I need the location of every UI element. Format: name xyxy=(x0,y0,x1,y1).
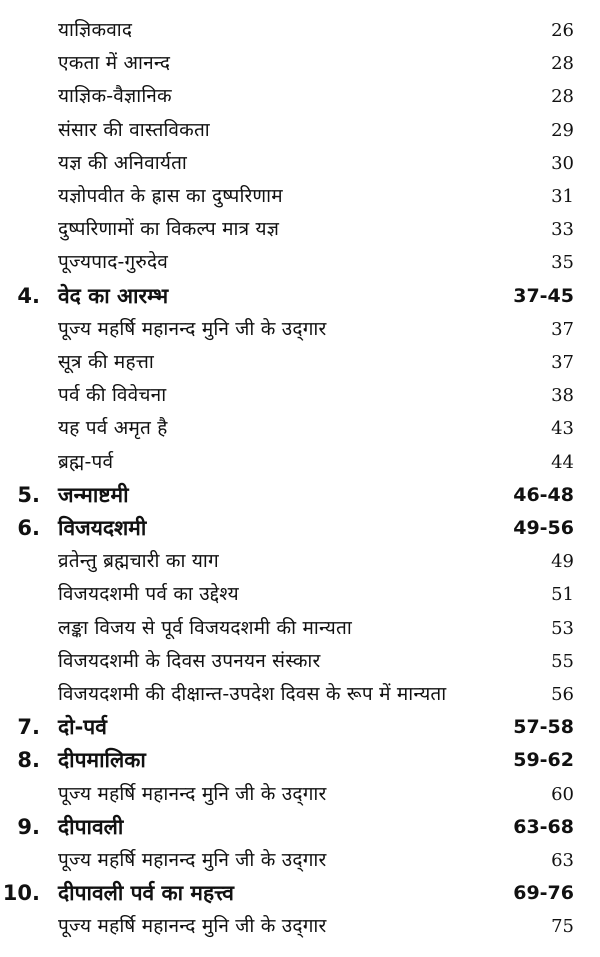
entry-title: दुष्परिणामों का विकल्प मात्र यज्ञ xyxy=(58,218,280,241)
chapter-page-range: 46-48 xyxy=(513,483,574,506)
entry-page-number: 37 xyxy=(551,318,574,340)
chapter-title: दीपमालिका xyxy=(58,748,146,773)
entry-title: याज्ञिक-वैज्ञानिक xyxy=(58,85,172,108)
entry-page-number: 43 xyxy=(551,418,574,440)
chapter-number: 10. xyxy=(2,881,40,906)
chapter-title: दीपावली पर्व का महत्त्व xyxy=(58,881,234,906)
toc-entry-row xyxy=(0,47,600,80)
chapter-page-range: 63-68 xyxy=(513,815,574,838)
chapter-page-range: 37-45 xyxy=(513,284,574,307)
toc-chapter-row xyxy=(0,512,600,545)
toc-entry-row xyxy=(0,778,600,811)
entry-title: यज्ञोपवीत के ह्रास का दुष्परिणाम xyxy=(58,185,283,207)
entry-title: लङ्का विजय से पूर्व विजयदशमी की मान्यता xyxy=(58,616,352,639)
chapter-title: दो-पर्व xyxy=(58,715,107,740)
entry-title: पूज्य महर्षि महानन्द मुनि जी के उद्‌गार xyxy=(58,915,327,938)
chapter-title: दीपावली xyxy=(58,814,124,839)
toc-entry-row xyxy=(0,213,600,246)
entry-title: यह पर्व अमृत है xyxy=(58,417,168,440)
entry-page-number: 55 xyxy=(551,650,574,672)
entry-page-number: 75 xyxy=(551,916,574,938)
toc-entry-row xyxy=(0,844,600,877)
entry-title: पूज्य महर्षि महानन्द मुनि जी के उद्‌गार xyxy=(58,317,327,340)
toc-chapter-row xyxy=(0,711,600,744)
toc-entry-row xyxy=(0,114,600,147)
toc-entry-row xyxy=(0,578,600,611)
entry-title: सूत्र की महत्ता xyxy=(58,351,155,373)
chapter-number: 4. xyxy=(17,283,40,308)
chapter-title: जन्माष्टमी xyxy=(58,482,129,507)
toc-entry-row xyxy=(0,910,600,943)
entry-page-number: 31 xyxy=(551,186,574,207)
entry-page-number: 56 xyxy=(551,684,574,705)
chapter-number: 8. xyxy=(17,748,40,773)
chapter-page-range: 57-58 xyxy=(513,716,574,739)
entry-page-number: 35 xyxy=(551,252,574,274)
entry-title: विजयदशमी पर्व का उद्देश्य xyxy=(58,583,239,606)
entry-page-number: 53 xyxy=(551,617,574,639)
toc-entry-row xyxy=(0,313,600,346)
toc-entry-row xyxy=(0,147,600,180)
entry-title: विजयदशमी की दीक्षान्त-उपदेश दिवस के रूप में मान्यता xyxy=(58,683,447,705)
toc-entry-row xyxy=(0,612,600,645)
entry-page-number: 63 xyxy=(551,850,574,871)
entry-title: पूज्य महर्षि महानन्द मुनि जी के उद्‌गार xyxy=(58,849,327,871)
toc-entry-row xyxy=(0,246,600,279)
entry-title: यज्ञ की अनिवार्यता xyxy=(58,151,188,174)
entry-title: पूज्य महर्षि महानन्द मुनि जी के उद्‌गार xyxy=(58,782,327,805)
chapter-page-range: 49-56 xyxy=(513,517,574,539)
entry-page-number: 38 xyxy=(551,385,574,407)
entry-title: याज्ञिकवाद xyxy=(58,19,133,41)
entry-page-number: 49 xyxy=(551,551,574,573)
entry-page-number: 28 xyxy=(551,86,574,108)
toc-entry-row xyxy=(0,346,600,379)
entry-page-number: 26 xyxy=(551,20,574,41)
chapter-number: 5. xyxy=(17,482,40,507)
chapter-number: 9. xyxy=(17,814,40,839)
entry-page-number: 28 xyxy=(551,53,574,75)
entry-title: पर्व की विवेचना xyxy=(58,384,167,407)
entry-title: ब्रह्म-पर्व xyxy=(58,450,114,473)
entry-page-number: 51 xyxy=(551,584,574,606)
entry-page-number: 37 xyxy=(551,352,574,373)
toc-entry-row xyxy=(0,645,600,678)
toc-chapter-row xyxy=(0,877,600,910)
toc-entry-row xyxy=(0,14,600,47)
entry-title: एकता में आनन्द xyxy=(58,52,171,75)
entry-page-number: 30 xyxy=(551,152,574,174)
entry-title: संसार की वास्तविकता xyxy=(58,118,210,141)
chapter-page-range: 69-76 xyxy=(513,882,574,905)
toc-chapter-row xyxy=(0,479,600,512)
toc-chapter-row xyxy=(0,744,600,777)
entry-page-number: 44 xyxy=(551,451,574,473)
toc-entry-row xyxy=(0,678,600,711)
entry-title: विजयदशमी के दिवस उपनयन संस्कार xyxy=(58,649,321,672)
toc-chapter-row xyxy=(0,811,600,844)
toc-entry-row xyxy=(0,446,600,479)
chapter-title: वेद का आरम्भ xyxy=(58,283,169,308)
toc-chapter-row xyxy=(0,280,600,313)
entry-page-number: 60 xyxy=(551,783,574,805)
chapter-page-range: 59-62 xyxy=(513,749,574,772)
entry-title: व्रतेन्तु ब्रह्मचारी का याग xyxy=(58,550,219,573)
entry-page-number: 29 xyxy=(551,119,574,141)
chapter-title: विजयदशमी xyxy=(58,516,147,540)
chapter-number: 6. xyxy=(17,516,40,540)
toc-entry-row xyxy=(0,180,600,213)
toc-entry-row xyxy=(0,379,600,412)
chapter-number: 7. xyxy=(17,715,40,740)
toc-entry-row xyxy=(0,412,600,445)
toc-entry-row xyxy=(0,545,600,578)
entry-page-number: 33 xyxy=(551,219,574,241)
entry-title: पूज्यपाद-गुरुदेव xyxy=(58,251,169,274)
toc-entry-row xyxy=(0,80,600,113)
